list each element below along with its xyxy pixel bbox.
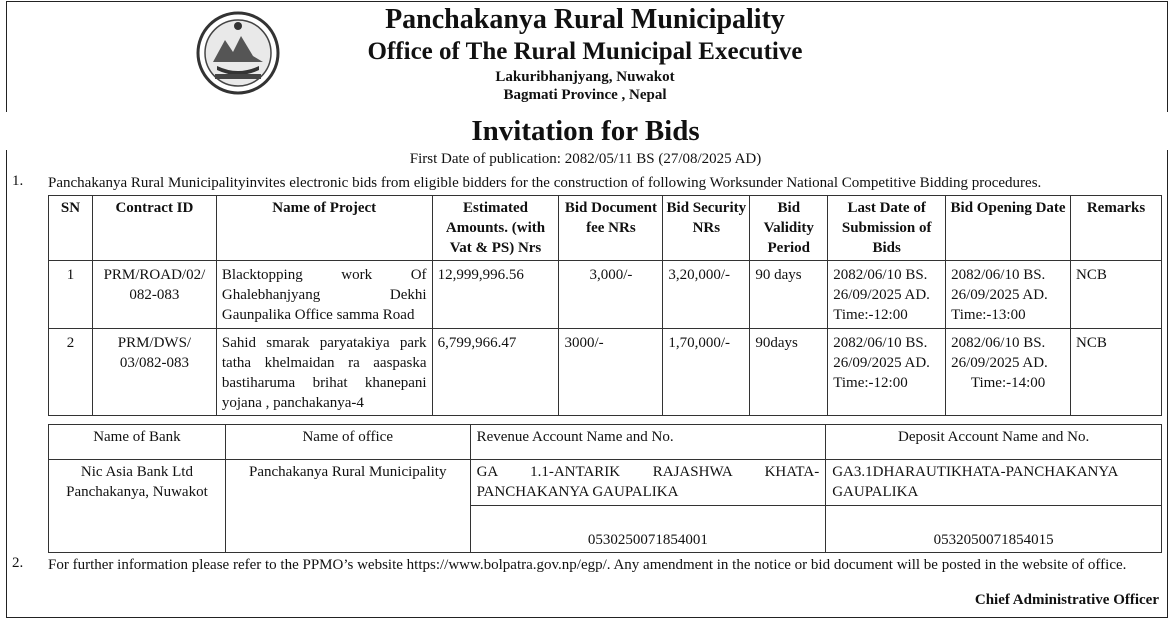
row-security: 1,70,000/- <box>663 329 750 416</box>
col-security: Bid Security NRs <box>663 196 750 261</box>
row-opening-date <box>946 261 1071 329</box>
office-name-cell: Panchakanya Rural Municipality <box>225 460 470 553</box>
col-deposit: Deposit Account Name and No. <box>826 425 1162 460</box>
title-wrap <box>0 112 1171 150</box>
row-contract-id: PRM/DWS/ 03/082-083 <box>92 329 216 416</box>
col-validity: Bid Validity Period <box>750 196 828 261</box>
row-validity: 90 days <box>750 261 828 329</box>
col-project: Name of Project <box>216 196 432 261</box>
bank-name: Nic Asia Bank Ltd Panchakanya, Nuwakot <box>49 460 226 553</box>
open-time: Time:-14:00 <box>970 375 1046 391</box>
address-line1: Lakuribhanjyang, Nuwakot <box>495 69 675 85</box>
point2-text: For further information please refer to the PPMO’s website https://www.bolpatra.gov.np/egp/. Any amendment in the notice or bid document will be posted in the website of office. <box>48 557 1127 573</box>
org-name: Panchakanya Rural Municipality <box>385 4 785 35</box>
bids-table <box>48 195 1162 416</box>
open-time: Time:-13:00 <box>951 307 1026 323</box>
deposit-account-name: GA3.1DHARAUTIKHATA-PANCHAKANYA GAUPALIKA <box>826 460 1162 506</box>
open-date-ad: 26/09/2025 AD. <box>951 287 1048 303</box>
bank-header-row <box>49 425 1162 460</box>
table-row <box>49 329 1162 416</box>
row-amount: 6,799,966.47 <box>432 329 559 416</box>
last-date-ad: 26/09/2025 AD. <box>833 287 930 303</box>
revenue-account-name: GA 1.1-ANTARIK RAJASHWA KHATA-PANCHAKANYA GAUPALIKA <box>470 460 826 506</box>
deposit-account-no: 0532050071854015 <box>826 506 1162 553</box>
bank-row <box>49 460 1162 506</box>
row-sn: 2 <box>49 329 93 416</box>
table-row <box>49 261 1162 329</box>
row-validity: 90days <box>750 329 828 416</box>
last-date-ad: 26/09/2025 AD. <box>833 355 930 371</box>
bank-table <box>48 424 1162 553</box>
row-project: Blacktopping work Of Ghalebhanjyang Dekhi Gaunpalika Office samma Road <box>216 261 432 329</box>
page-title: Invitation for Bids <box>455 112 715 150</box>
row-sn: 1 <box>49 261 93 329</box>
col-doc-fee: Bid Document fee NRs <box>559 196 663 261</box>
address-line2: Bagmati Province , Nepal <box>503 87 667 103</box>
point1-number: 1. <box>12 173 24 189</box>
last-time: Time:-12:00 <box>833 375 908 391</box>
col-bank: Name of Bank <box>49 425 226 460</box>
row-doc-fee: 3000/- <box>559 329 663 416</box>
open-date-ad: 26/09/2025 AD. <box>951 355 1048 371</box>
last-date-bs: 2082/06/10 BS. <box>833 267 928 283</box>
col-contract-id: Contract ID <box>92 196 216 261</box>
open-date-bs: 2082/06/10 BS. <box>951 267 1046 283</box>
row-amount: 12,999,996.56 <box>432 261 559 329</box>
row-doc-fee: 3,000/- <box>559 261 663 329</box>
publication-date: First Date of publication: 2082/05/11 BS (27/08/2025 AD) <box>409 151 762 167</box>
row-remarks: NCB <box>1071 261 1162 329</box>
col-amount: Estimated Amounts. (with Vat & PS) Nrs <box>432 196 559 261</box>
last-date-bs: 2082/06/10 BS. <box>833 335 928 351</box>
col-office: Name of office <box>225 425 470 460</box>
row-project: Sahid smarak paryatakiya park tatha khelmaidan ra aaspaska bastiharuma brihat khanepani yojana , panchakanya-4 <box>216 329 432 416</box>
row-last-date <box>828 261 946 329</box>
point1-text: Panchakanya Rural Municipalityinvites electronic bids from eligible bidders for the construction of following Worksunder National Competitive Bidding procedures. <box>48 175 1042 191</box>
last-time: Time:-12:00 <box>833 307 908 323</box>
col-revenue: Revenue Account Name and No. <box>470 425 826 460</box>
point2-number: 2. <box>12 555 24 571</box>
row-security: 3,20,000/- <box>663 261 750 329</box>
open-date-bs: 2082/06/10 BS. <box>951 335 1046 351</box>
table-header-row <box>49 196 1162 261</box>
nepal-emblem-icon <box>195 10 281 96</box>
col-last-date: Last Date of Submission of Bids <box>828 196 946 261</box>
row-contract-id: PRM/ROAD/02/ 082-083 <box>92 261 216 329</box>
revenue-account-no: 0530250071854001 <box>470 506 826 553</box>
col-opening-date: Bid Opening Date <box>946 196 1071 261</box>
row-last-date <box>828 329 946 416</box>
col-remarks: Remarks <box>1071 196 1162 261</box>
row-remarks: NCB <box>1071 329 1162 416</box>
col-sn: SN <box>49 196 93 261</box>
signature: Chief Administrative Officer <box>974 592 1159 608</box>
office-name: Office of The Rural Municipal Executive <box>367 38 803 65</box>
row-opening-date <box>946 329 1071 416</box>
